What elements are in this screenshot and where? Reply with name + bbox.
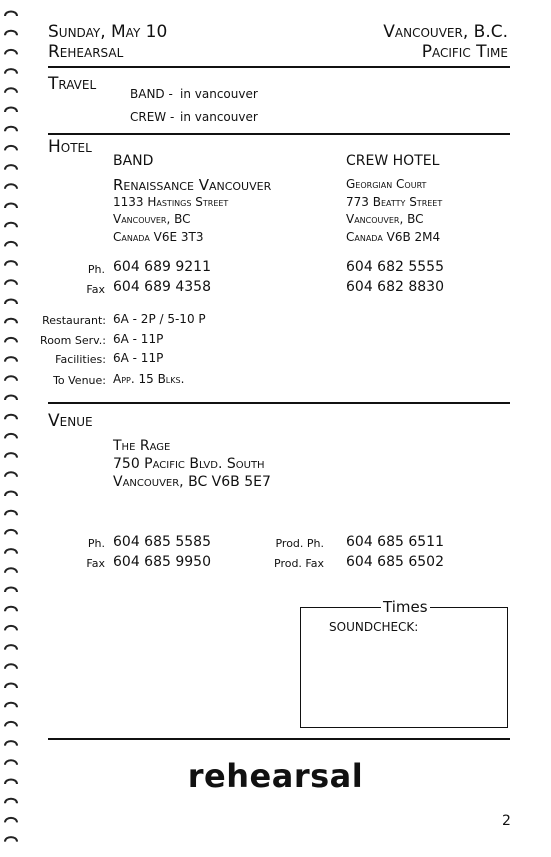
binding-ring <box>5 204 17 209</box>
hotel-band-street: 1133 Hastings Street <box>113 195 229 209</box>
header-divider <box>48 66 510 68</box>
hotel-detail-value: 6A - 11P <box>113 332 164 346</box>
venue-city: Vancouver, BC V6B 5E7 <box>113 474 271 490</box>
hotel-detail-value: 6A - 11P <box>113 351 164 365</box>
binding-ring <box>5 242 17 247</box>
day-type-word: rehearsal <box>187 757 364 795</box>
binding-ring <box>5 530 17 535</box>
binding-ring <box>5 357 17 362</box>
binding-ring <box>5 415 17 420</box>
venue-prod-fax: 604 685 6502 <box>346 554 444 570</box>
travel-band-label: BAND - <box>130 87 173 101</box>
binding-ring <box>5 261 17 266</box>
binding-ring <box>5 88 17 93</box>
times-box <box>300 598 508 728</box>
header-date: Sunday, May 10 <box>48 22 168 42</box>
binding-ring <box>5 722 17 727</box>
binding-ring <box>5 12 17 17</box>
binding-ring <box>5 626 17 631</box>
hotel-crew-fax: 604 682 8830 <box>346 279 444 295</box>
binding-ring <box>5 376 17 381</box>
binding-ring <box>5 165 17 170</box>
binding-ring <box>5 703 17 708</box>
binding-ring <box>5 741 17 746</box>
hotel-crew-phone: 604 682 5555 <box>346 259 444 275</box>
travel-crew-value: in vancouver <box>180 110 258 124</box>
binding-ring <box>5 108 17 113</box>
binding-ring <box>5 396 17 401</box>
hotel-band-country: Canada V6E 3T3 <box>113 230 204 244</box>
header-city: Vancouver, B.C. <box>383 22 508 42</box>
binding-ring <box>5 818 17 823</box>
binding-ring <box>5 127 17 132</box>
hotel-crew-name: Georgian Court <box>346 177 427 191</box>
page-number: 2 <box>502 813 511 829</box>
binding-ring <box>5 837 17 842</box>
binding-ring <box>5 280 17 285</box>
binding-ring <box>5 472 17 477</box>
binding-ring <box>5 568 17 573</box>
times-legend: Times <box>383 598 428 616</box>
binding-ring <box>5 50 17 55</box>
venue-heading: Venue <box>48 411 93 431</box>
hotel-detail-label: Facilities: <box>55 353 106 366</box>
binding-ring <box>5 549 17 554</box>
binding-ring <box>5 223 17 228</box>
hotel-ph-label: Ph. <box>87 263 105 276</box>
binding-ring <box>5 588 17 593</box>
travel-heading: Travel <box>48 74 97 94</box>
binding-ring <box>5 453 17 458</box>
binding-ring <box>5 338 17 343</box>
venue-phone: 604 685 5585 <box>113 534 211 550</box>
binding-ring <box>5 69 17 74</box>
binding-ring <box>5 492 17 497</box>
soundcheck-label: SOUNDCHECK: <box>329 620 419 634</box>
binding-ring <box>5 684 17 689</box>
hotel-fax-label: Fax <box>86 283 105 296</box>
hotel-band-city: Vancouver, BC <box>113 212 191 226</box>
binding-ring <box>5 799 17 804</box>
hotel-band-heading: BAND <box>113 153 154 169</box>
venue-fax: 604 685 9950 <box>113 554 211 570</box>
binding-ring <box>5 319 17 324</box>
binding-ring <box>5 607 17 612</box>
hotel-band-fax: 604 689 4358 <box>113 279 211 295</box>
venue-prod-ph-label: Prod. Ph. <box>275 537 324 550</box>
hotel-crew-country: Canada V6B 2M4 <box>346 230 441 244</box>
venue-prod-fax-label: Prod. Fax <box>274 557 324 570</box>
hotel-crew-city: Vancouver, BC <box>346 212 424 226</box>
hotel-divider <box>48 402 510 404</box>
spiral-binding <box>0 0 22 857</box>
binding-ring <box>5 645 17 650</box>
travel-crew-label: CREW - <box>130 110 175 124</box>
venue-prod-phone: 604 685 6511 <box>346 534 444 550</box>
travel-band-value: in vancouver <box>180 87 258 101</box>
hotel-detail-label: Restaurant: <box>42 314 106 327</box>
binding-ring <box>5 31 17 36</box>
hotel-detail-label: To Venue: <box>53 374 106 387</box>
header-timezone: Pacific Time <box>421 42 508 62</box>
binding-ring <box>5 184 17 189</box>
binding-ring <box>5 511 17 516</box>
hotel-crew-heading: CREW HOTEL <box>346 153 440 169</box>
hotel-band-phone: 604 689 9211 <box>113 259 211 275</box>
header-type: Rehearsal <box>48 42 124 62</box>
hotel-band-name: Renaissance Vancouver <box>113 176 272 194</box>
footer-divider <box>48 738 510 740</box>
binding-ring <box>5 300 17 305</box>
binding-ring <box>5 664 17 669</box>
binding-ring <box>5 146 17 151</box>
hotel-detail-value: 6A - 2P / 5-10 P <box>113 312 206 326</box>
venue-street: 750 Pacific Blvd. South <box>113 456 265 472</box>
hotel-heading: Hotel <box>48 137 92 157</box>
travel-divider <box>48 133 510 135</box>
hotel-detail-label: Room Serv.: <box>40 334 106 347</box>
hotel-detail-value: App. 15 Blks. <box>113 372 185 386</box>
hotel-crew-street: 773 Beatty Street <box>346 195 443 209</box>
venue-name: The Rage <box>113 438 171 454</box>
binding-ring <box>5 434 17 439</box>
venue-fax-label: Fax <box>86 557 105 570</box>
venue-ph-label: Ph. <box>87 537 105 550</box>
